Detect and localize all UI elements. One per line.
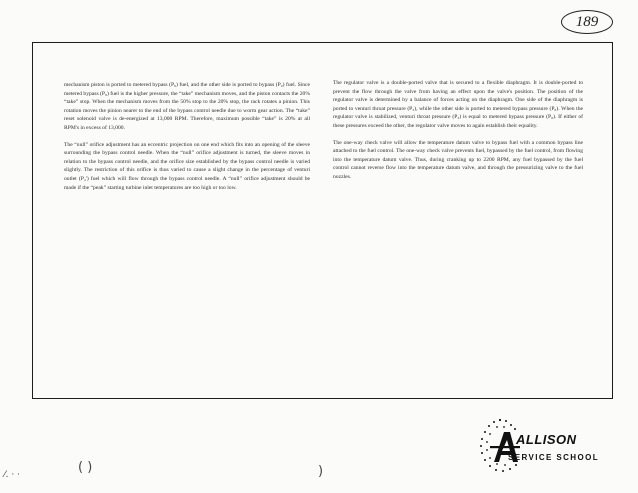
scan-mark-center: ): [318, 464, 324, 479]
right-paragraph-2: The one-way check valve will allow the temperature datum valve to bypass fuel with a common bypass line attached to the fuel control. The one-way check valve prevents fuel, bypassed by the fuel control, from flowing into the temperature datum valve. Thus, during cranking up to 2200 RPM, any fuel bypassed by the fuel control cannot reverse flow into the temperature datum valve, and through the pressurizing valve to the fuel nozzles.: [333, 139, 583, 180]
allison-logo: [470, 410, 620, 486]
logo-subtitle: SERVICE SCHOOL: [508, 453, 600, 462]
logo-wordmark: ALLISON: [516, 432, 577, 447]
right-paragraph-1: The regulator valve is a double-ported valve that is secured to a flexible diaphragm. It is double-ported to prevent the flow through the valve from having an effect upon the valve's position. The position of the regulator valve is determined by a balance of forces acting on the diaphragm. One side of the diaphragm is ported to venturi throat pressure (P₃), while the other side is ported to metered bypass pressure (P₈). When the regulator valve is stabilized, venturi throat pressure (P₃) is equal to metered bypass pressure (P₈). If either of these pressures exceed the other, the regulator valve moves to again establish their equality.: [333, 80, 583, 129]
logo-starburst-icon: [470, 410, 540, 486]
text-frame: [32, 42, 613, 399]
page-number: 189: [561, 10, 613, 34]
scan-mark-left: ( ): [78, 460, 93, 475]
left-paragraph-1: mechanism piston is ported to metered bypass (P₈) fuel, and the other side is ported to bypass (P₀) fuel. Since metered bypass (P₈) fuel is the higher pressure, the “take” mechanism moves, and the piston contacts the 20% “take” stop. When the mechanism moves from the 50% stop to the 20% stop, the rack rotates a pinion. This rotation moves the pinion nearer to the end of the bypass control needle due to worm gear action. The “take” reset solenoid valve is de-energized at 13,000 RPM. Therefore, maximum possible “take” is 20% at all RPM's in excess of 13,000.: [64, 82, 310, 131]
left-paragraph-2: The “null” orifice adjustment has an eccentric projection on one end which fits into an opening of the sleeve surrounding the bypass control needle. When the “null” orifice adjustment is turned, the sleeve moves in relation to the bypass control needle, and the orifice size established by the bypass control needle is varied slightly. The restriction of this orifice is thus varied to cause a slight change in the percentage of venturi outlet (P₄') fuel which will flow through the bypass control needle. A “null” orifice adjustment should be made if the “peak” starting turbine inlet temperatures are too high or too low.: [64, 141, 310, 191]
right-column: [333, 79, 583, 190]
left-column: [64, 81, 310, 200]
scan-mark-bottom-left: ⁄․ · ·: [4, 470, 20, 480]
